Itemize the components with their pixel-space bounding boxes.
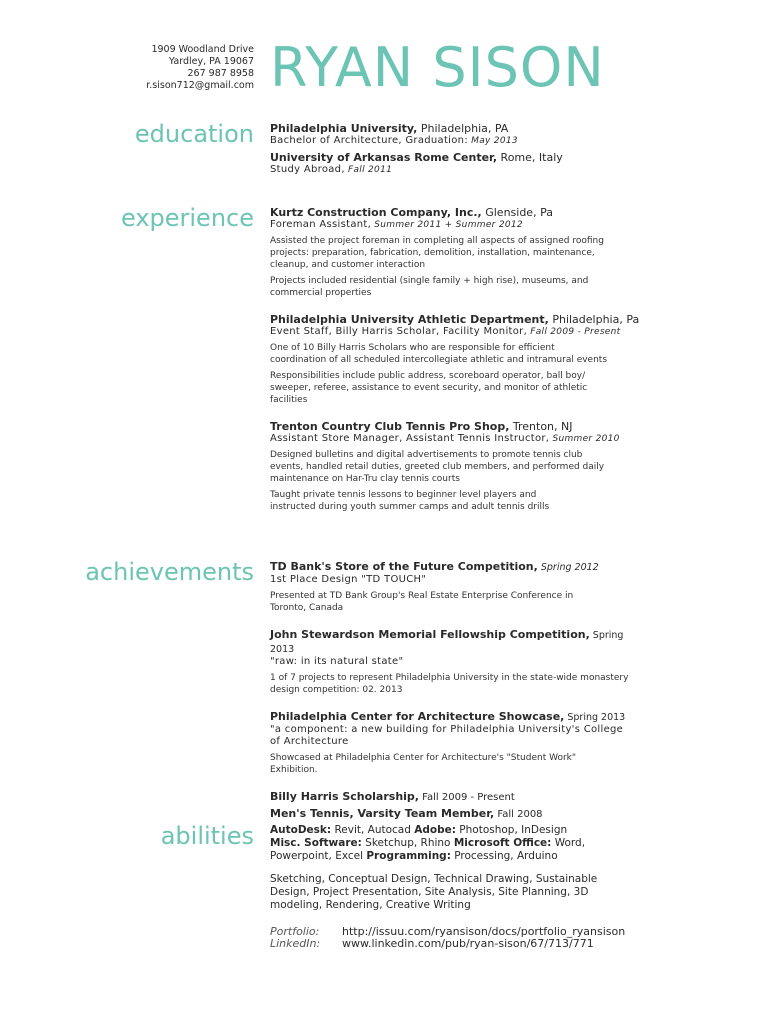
entry-org: Billy Harris Scholarship, (270, 790, 419, 803)
entry-description: One of 10 Billy Harris Scholars who are responsible for efficient coordination of all scheduled intercollegiate athletic and intramural events (270, 343, 608, 365)
entry-role: Foreman Assistant, (270, 219, 372, 230)
abilities-heading: abilities (160, 822, 254, 850)
entry-description: Assisted the project foreman in completing all aspects of assigned roofing projects: preparation, fabrication, demolition, installation, maintenance, cleanup, and customer interaction (270, 236, 604, 270)
entry-date: Fall 2011 (344, 165, 393, 175)
entry-org: Kurtz Construction Company, Inc., (270, 206, 482, 219)
linkedin-link[interactable]: www.linkedin.com/pub/ryan-sison/67/713/771 (342, 937, 594, 950)
resume-name: RYAN SISON (270, 36, 605, 99)
education-entry (270, 122, 650, 147)
entry-location: Glenside, Pa (481, 206, 553, 219)
education-heading: education (134, 120, 254, 148)
portfolio-link[interactable]: http://issuu.com/ryansison/docs/portfolio_ryansison (342, 925, 626, 938)
entry-org: University of Arkansas Rome Center, (270, 151, 498, 164)
education-entry (270, 151, 650, 176)
entry-role: "raw: in its natural state" (270, 656, 404, 667)
entry-role: Study Abroad, (270, 164, 345, 175)
entry-date: Fall 2009 - Present (527, 327, 621, 337)
entry-date: Spring 2012 (537, 562, 599, 573)
software-value: Word, Powerpoint, Excel (270, 837, 586, 862)
links (270, 926, 650, 950)
entry-date: Summer 2011 + Summer 2012 (371, 220, 523, 230)
entry-role: Event Staff, Billy Harris Scholar, Facility Monitor, (270, 326, 528, 337)
software-list (270, 824, 590, 863)
experience-entry (270, 420, 650, 513)
abilities-content (270, 824, 650, 950)
entry-location: Rome, Italy (497, 151, 563, 164)
experience-entry (270, 313, 650, 406)
entry-description: Showcased at Philadelphia Center for Architecture's "Student Work" Exhibition. (270, 753, 577, 775)
entry-date: Fall 2009 - Present (418, 792, 515, 803)
entry-role: Assistant Store Manager, Assistant Tennis Instructor, (270, 433, 550, 444)
address-line-2: Yardley, PA 19067 (168, 56, 254, 67)
achievement-entry (270, 710, 650, 776)
entry-date: Spring 2013 (564, 712, 626, 723)
achievements-content (270, 560, 650, 821)
software-category: AutoDesk: (270, 824, 332, 836)
achievement-entry (270, 790, 650, 821)
achievement-entry (270, 628, 650, 696)
entry-org: Trenton Country Club Tennis Pro Shop, (270, 420, 510, 433)
portfolio-label: Portfolio: (270, 925, 320, 938)
experience-entry (270, 206, 650, 299)
entry-org: Philadelphia University Athletic Department, (270, 313, 549, 326)
experience-heading: experience (120, 204, 254, 232)
achievements-heading: achievements (85, 558, 254, 586)
entry-location: Philadelphia, Pa (548, 313, 640, 326)
entry-role: 1st Place Design "TD TOUCH" (270, 574, 427, 585)
achievement-entry (270, 560, 650, 614)
experience-content (270, 206, 650, 513)
entry-description: Presented at TD Bank Group's Real Estate Enterprise Conference in Toronto, Canada (270, 591, 574, 613)
entry-description: Taught private tennis lessons to beginner level players and instructed during youth summer camps and adult tennis drills (270, 490, 550, 512)
software-category: Programming: (366, 850, 451, 862)
software-category: Microsoft Office: (453, 837, 552, 849)
entry-description: Projects included residential (single family + high rise), museums, and commercial properties (270, 276, 589, 298)
address-line-1: 1909 Woodland Drive (151, 44, 254, 55)
phone: 267 987 8958 (187, 68, 254, 79)
software-value: Sketchup, Rhino (361, 837, 454, 849)
entry-location: Philadelphia, PA (417, 122, 509, 135)
entry-date: Fall 2008 (494, 809, 543, 820)
software-value: Photoshop, InDesign (455, 824, 568, 836)
entry-org: Men's Tennis, Varsity Team Member, (270, 807, 495, 820)
entry-description: 1 of 7 projects to represent Philadelphia University in the state-wide monastery design competition: 02. 2013 (270, 673, 629, 695)
software-value: Processing, Arduino (450, 850, 558, 862)
entry-org: TD Bank's Store of the Future Competition, (270, 560, 538, 573)
education-content (270, 122, 650, 176)
entry-org: John Stewardson Memorial Fellowship Competition, (270, 628, 590, 641)
software-value: Revit, Autocad (331, 824, 415, 836)
entry-role: Bachelor of Architecture, Graduation: (270, 135, 468, 146)
entry-role: "a component: a new building for Philadelphia University's College of Architecture (270, 724, 624, 747)
entry-description: Responsibilities include public address, scoreboard operator, ball boy/ sweeper, referee, assistance to event security, and monitor of athletic facilities (270, 371, 588, 405)
linkedin-label: LinkedIn: (270, 937, 321, 950)
entry-org: Philadelphia Center for Architecture Showcase, (270, 710, 565, 723)
contact-info (146, 44, 254, 92)
entry-location: Trenton, NJ (509, 420, 573, 433)
entry-date: Summer 2010 (549, 434, 620, 444)
software-category: Misc. Software: (270, 837, 362, 849)
entry-date: Spring 2013 (270, 630, 624, 655)
skills-list: Sketching, Conceptual Design, Technical Drawing, Sustainable Design, Project Presentation, Site Analysis, Site Planning, 3D modeling, Rendering, Creative Writing (270, 873, 598, 911)
entry-description: Designed bulletins and digital advertisements to promote tennis club events, handled retail duties, greeted club members, and performed daily maintenance on Har-Tru clay tennis courts (270, 450, 605, 484)
entry-date: May 2013 (467, 136, 518, 146)
entry-org: Philadelphia University, (270, 122, 418, 135)
email: r.sison712@gmail.com (146, 80, 254, 91)
software-category: Adobe: (414, 824, 456, 836)
